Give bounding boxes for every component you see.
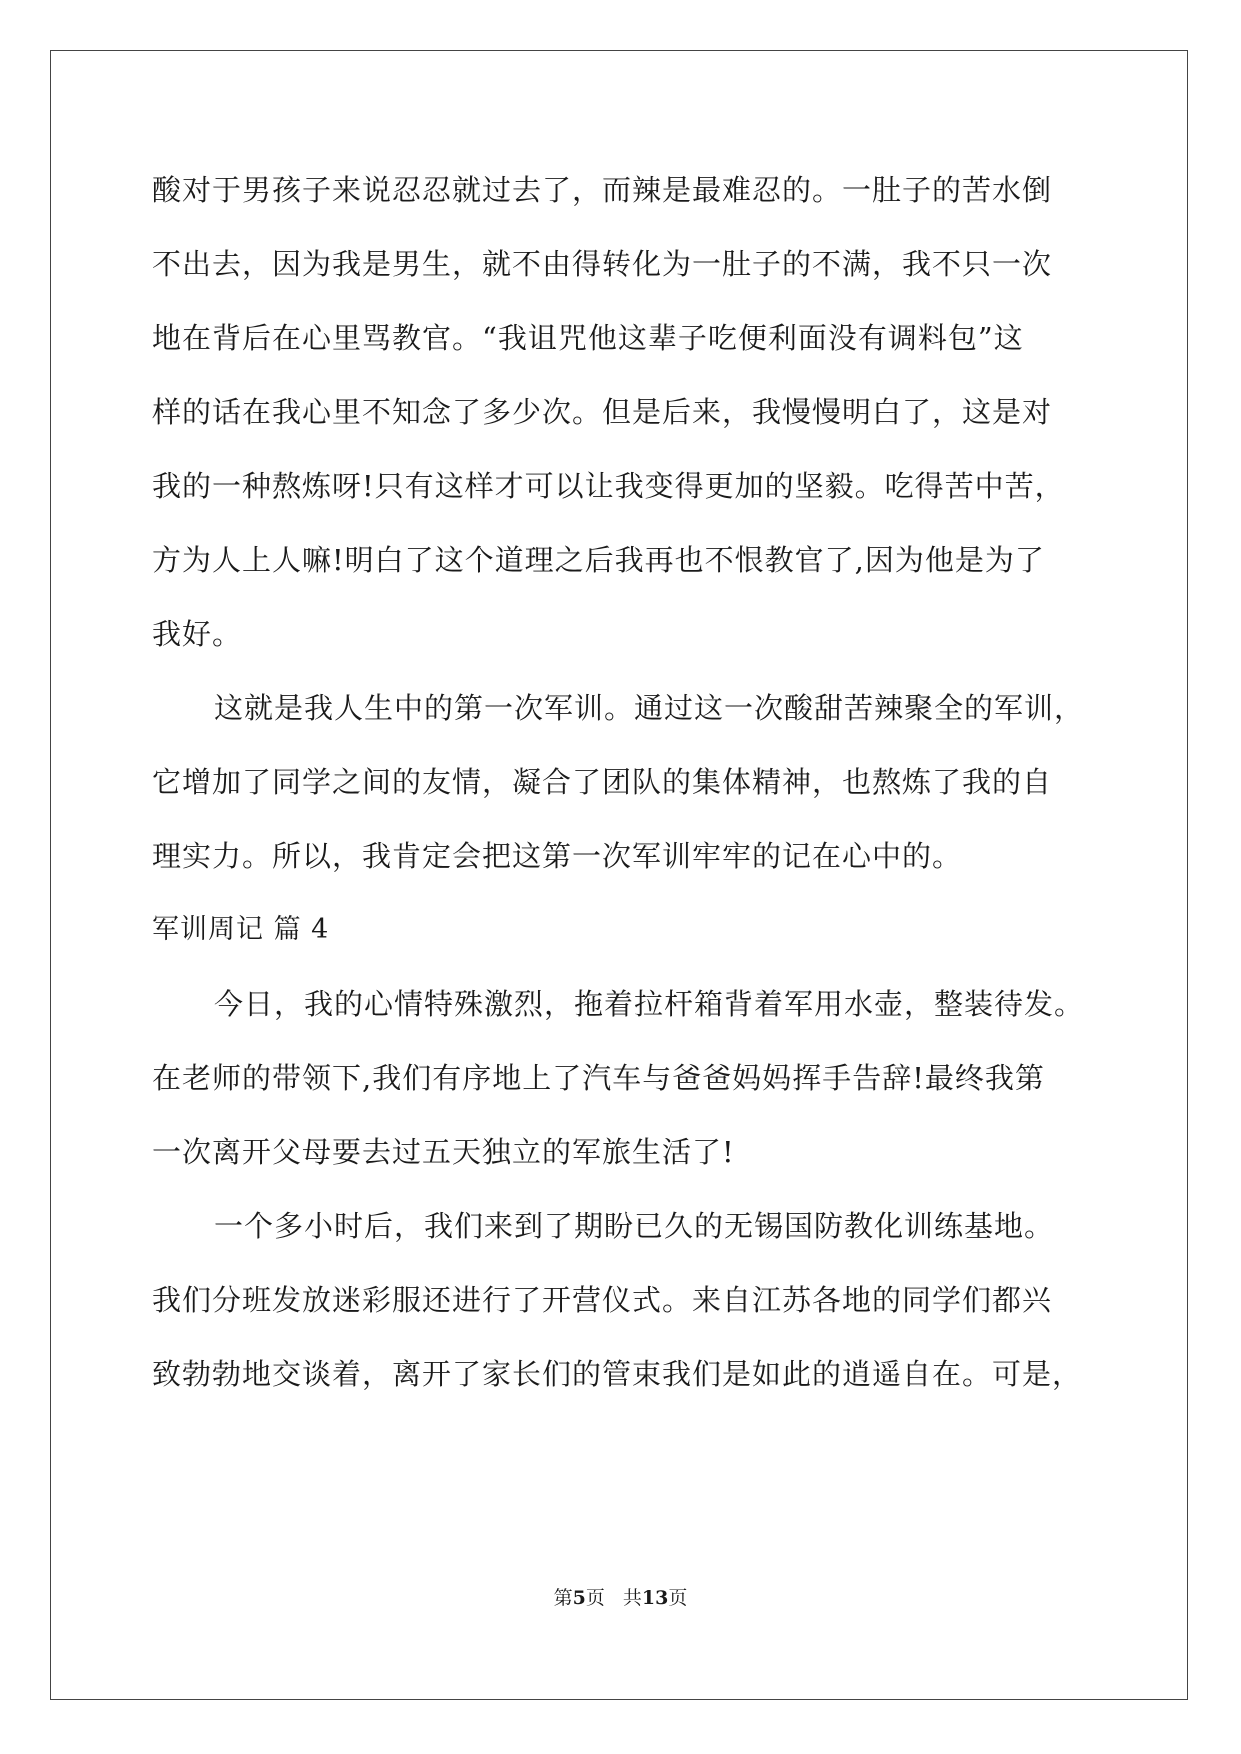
paragraph-line: 方为人上人嘛!明白了这个道理之后我再也不恨教官了,因为他是为了: [152, 543, 1045, 577]
total-page-count: 13: [641, 1587, 669, 1609]
page-footer: [0, 1586, 1241, 1610]
paragraph-line: 地在背后在心里骂教官。“我诅咒他这辈子吃便利面没有调料包”这: [152, 321, 1024, 355]
section-heading: 军训周记 篇 4: [152, 914, 330, 945]
paragraph-line: 一个多小时后，我们来到了期盼已久的无锡国防教化训练基地。: [214, 1209, 1055, 1243]
paragraph-line: 不出去，因为我是男生，就不由得转化为一肚子的不满，我不只一次: [152, 247, 1053, 281]
footer-total-prefix: 共: [622, 1587, 642, 1609]
current-page-number: 5: [572, 1587, 586, 1609]
paragraph-line: 样的话在我心里不知念了多少次。但是后来，我慢慢明白了，这是对: [152, 395, 1053, 429]
paragraph-line: 一次离开父母要去过五天独立的军旅生活了!: [152, 1135, 735, 1169]
paragraph-line: 致勃勃地交谈着，离开了家长们的管束我们是如此的逍遥自在。可是，: [152, 1357, 1083, 1391]
footer-total-suffix: 页: [668, 1587, 688, 1609]
paragraph-line: 今日，我的心情特殊激烈，拖着拉杆箱背着军用水壶，整装待发。: [214, 987, 1085, 1021]
paragraph-line: 理实力。所以，我肯定会把这第一次军训牢牢的记在心中的。: [152, 839, 963, 873]
paragraph-line: 我们分班发放迷彩服还进行了开营仪式。来自江苏各地的同学们都兴: [152, 1283, 1053, 1317]
paragraph-line: 这就是我人生中的第一次军训。通过这一次酸甜苦辣聚全的军训，: [214, 691, 1085, 725]
paragraph-line: 在老师的带领下,我们有序地上了汽车与爸爸妈妈挥手告辞!最终我第: [152, 1061, 1045, 1095]
paragraph-line: 它增加了同学之间的友情，凝合了团队的集体精神，也熬炼了我的自: [152, 765, 1053, 799]
footer-prefix: 第: [553, 1587, 573, 1609]
paragraph-line: 我好。: [152, 617, 243, 651]
footer-page-suffix: 页: [585, 1587, 605, 1609]
paragraph-line: 酸对于男孩子来说忍忍就过去了，而辣是最难忍的。一肚子的苦水倒: [152, 173, 1053, 207]
paragraph-line: 我的一种熬炼呀!只有这样才可以让我变得更加的坚毅。吃得苦中苦，: [152, 469, 1065, 503]
